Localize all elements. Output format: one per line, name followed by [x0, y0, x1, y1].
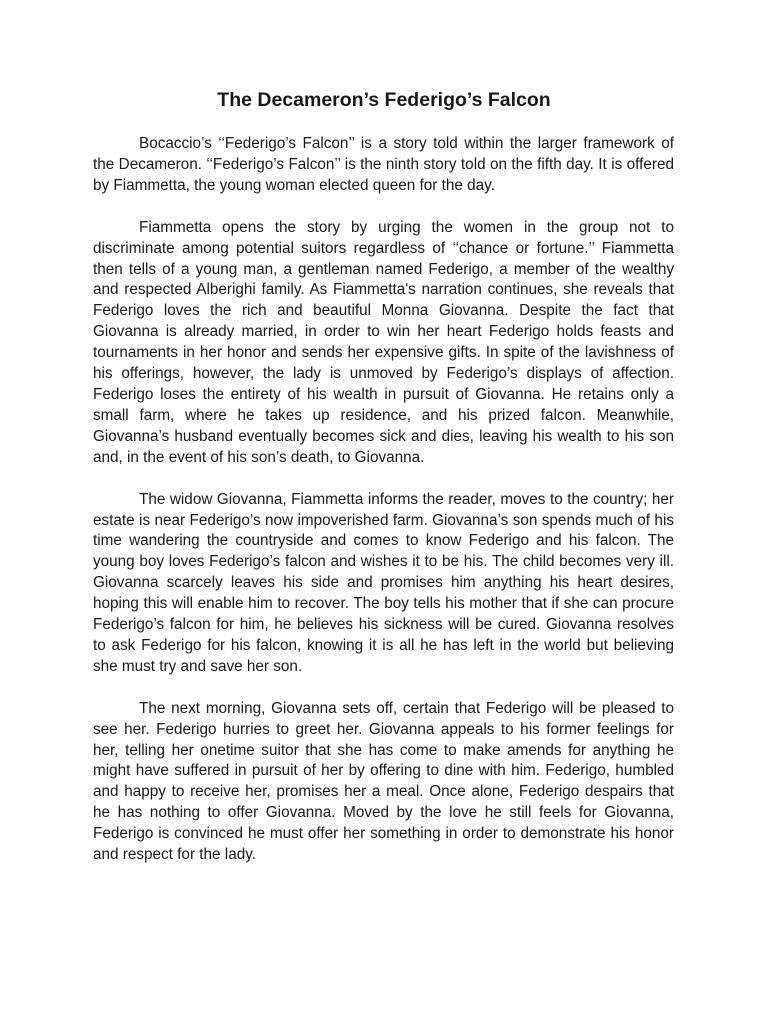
paragraph-3: The widow Giovanna, Fiammetta informs the reader, moves to the country; her estate is near Federigo’s now impoverished farm. Giovanna’s son spends much of his time wandering the countryside and comes to know Federigo and his falcon. The young boy loves Federigo’s falcon and wishes it to be his. The child becomes very ill. Giovanna scarcely leaves his side and promises him anything his heart desires, hoping this will enable him to recover. The boy tells his mother that if she can procure Federigo’s falcon for him, he believes his sickness will be cured. Giovanna resolves to ask Federigo for his falcon, knowing it is all he has left in the world but believing she must try and save her son.	[93, 490, 674, 675]
document-body	[93, 134, 674, 887]
paragraph-2: Fiammetta opens the story by urging the women in the group not to discriminate among potential suitors regardless of ‘‘chance or fortune.’’ Fiammetta then tells of a young man, a gentleman named Federigo, a member of the wealthy and respected Alberighi family. As Fiammetta's narration continues, she reveals that Federigo loves the rich and beautiful Monna Giovanna. Despite the fact that Giovanna is already married, in order to win her heart Federigo holds feasts and tournaments in her honor and sends her expensive gifts. In spite of the lavishness of his offerings, however, the lady is unmoved by Federigo’s displays of affection. Federigo loses the entirety of his wealth in pursuit of Giovanna. He retains only a small farm, where he takes up residence, and his prized falcon. Meanwhile, Giovanna’s husband eventually becomes sick and dies, leaving his wealth to his son and, in the event of his son’s death, to Giovanna.	[93, 218, 674, 466]
page-title: The Decameron’s Federigo’s Falcon	[217, 89, 551, 111]
paragraph-1: Bocaccio’s ‘‘Federigo’s Falcon’’ is a story told within the larger framework of the Decameron. ‘‘Federigo’s Falcon’’ is the ninth story told on the fifth day. It is offered by Fiammetta, the young woman elected queen for the day.	[93, 135, 674, 194]
paragraph-4: The next morning, Giovanna sets off, certain that Federigo will be pleased to see her. Federigo hurries to greet her. Giovanna appeals to his former feelings for her, telling her onetime suitor that she has come to make amends for anything he might have suffered in pursuit of her by offering to dine with him. Federigo, humbled and happy to receive her, promises her a meal. Once alone, Federigo despairs that he has nothing to offer Giovanna. Moved by the love he still feels for Giovanna, Federigo is convinced he must offer her something in order to demonstrate his honor and respect for the lady.	[93, 699, 674, 864]
